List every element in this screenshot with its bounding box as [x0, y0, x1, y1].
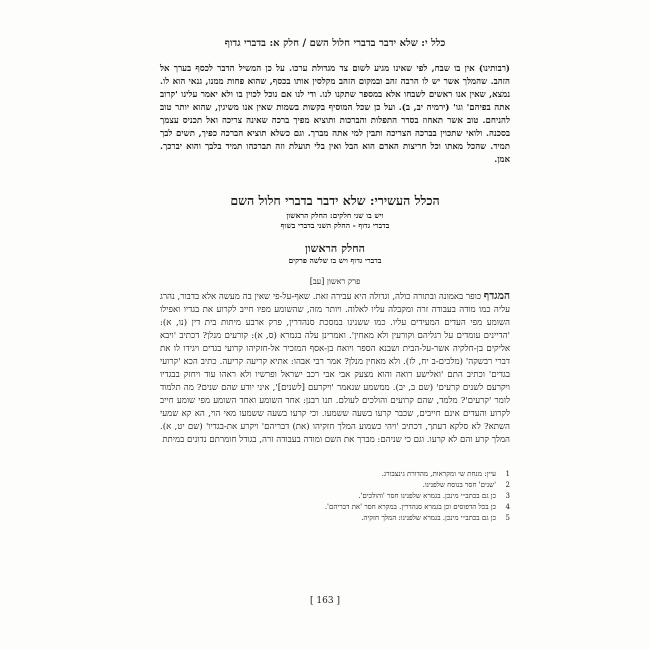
footnote-text: כן גם בכתב״י מינכן. בגמרא שלפנינו חסר 'והולכים'.	[358, 492, 496, 500]
main-paragraph	[160, 290, 510, 447]
footnote-number: 2	[505, 481, 510, 489]
footnote	[160, 513, 510, 524]
section-subtitle: בדברי גדוף ויש בו שלשה פרקים	[288, 256, 382, 265]
footnote	[160, 480, 510, 491]
footnote-number: 3	[505, 492, 510, 500]
footnote	[160, 502, 510, 513]
running-head: כלל י: שלא ידבר בדברי חלול השם / חלק א: בדברי גדוף	[224, 38, 446, 49]
section-title: החלק הראשון	[305, 242, 365, 255]
page-number: [ 163 ]	[310, 596, 340, 606]
footnote-text: 'שנים' חסר בנוסח שלפנינו.	[422, 481, 496, 489]
footnote-number: 1	[505, 470, 510, 478]
main-paragraph-lead-word: המגדף	[483, 290, 511, 302]
chapter-subtitle-2: בדברי גדוף - החלק השני בדברי בשוף	[280, 221, 390, 230]
top-paragraph: (רבותינו) אין בו שבח, לפי שאינו מגיע לשום צד מגדולת ערכו. על כן המשיל הדבר לכסף בערך אל הזהב. שהמלך אשר יש לו הרבה זהב ובמקום הזהב מקלסין אותו בכסף, שהוא פחות ממנו, גנאי הוא לו. נמצא, שאין אנו ראשים לשבחו אלא במספר שתקנו לנו. ודי לנו אם נוכל לכוין בו ולא יאמר עלינו 'קרוב אתה בפיהם' וגו' (ירמיה יב, ב). ועל כן שכל המוסיף בקשות בשמות שאין אנו משיגין, שהוא יותר טוב להניחם. טוב אשר תאחוז בסדר התפלות והברכות ותוציא מפיך ברכה שאינה צריכה ואל תכניס עצמך בסכנה. ולואי שתכוין בברכה הצריכה ותבין למי אתה מברך. וגם כשלא תוציא הברכה כפיך, תשים לבך תמיד. שהכל מאתו וכל חריצות האדם הוא הבל ואין בלי תועלת וזה תברכהו תמיד בלבך והוא יברכך. אמן.	[160, 64, 510, 165]
chapter-subtitle-1: ויש בו שני חלקים: החלק הראשון	[286, 211, 384, 220]
footnote-text: כן גם בכתב״י מינכן. בגמרא שלפנינו: המלך חזקיה.	[361, 514, 496, 522]
footnotes	[160, 469, 510, 524]
main-paragraph-body: כופר באמונה ובתורה כולה, וגדולה היא עבירה זאת. שאף-על-פי שאין בה מעשה אלא בדבור, נהרג עליה כמו מודה בעבודה זרה ומקבלה עליו לאלוה. ויותר מזה, שהשומע מפיו חייב לקרוע את בגדיו ואפילו השומע מפי העדים המעידים עליו. כמו ששנינו במסכת סנהדרין, פרק ארבע מיתות בית דין (נו, א): 'הדיינים עומדים על רגליהם וקורעין ולא מאחין'. ואמרינן עלה בגמרא (ס, א): קורעים מנלן? דכתיב 'ויבא אליקים בן-חלקיה אשר-על-הבית ושבנא הספר ויואח בן-אסף המזכיר אל-חזקיהו קרועי בגדים ויגידו לו את דברי רבשקה' (מלכים-ב יח, לז). ולא מאחין מנלן? אמר רבי אבהו: אתיא קריעה קריעה. כתיב הכא 'קרועי בגדים' וכתיב התם 'ואלישע רואה והוא מצעק אבי אבי רכב ישראל ופרשיו ולא ראהו עוד ויחזק בבגדיו ויקרעם לשנים קרעים' (שם ב, יב). ממשמע שנאמר 'ויקרעם [לשנים]', איני יודע שהם שנים? מה תלמוד לומר 'קרעים'? מלמד, שהם קרועים והולכים לעולם. תנו רבנן: אחד השומע ואחד השומע מפי שומע חייב לקרוע והעדים אינם חייבים, שכבר קרעו בשעה ששמעו. וכי קרעו בשעה ששמעו מאי הוי, הא קא שמעי השתא? לא סלקא דעתך, דכתיב 'ויהי כשמוע המלך חזקיהו (את) דבריהם' ויקרע את-בגדיו' (שם יט, א). המלך קרע והם לא קרעו. וגם כי שניהם: מברך את השם ומודה בעבודה זרה, בגודל חומרתם נדונים במיתת	[160, 292, 510, 445]
footnote-number: 4	[505, 503, 510, 511]
footnote	[160, 469, 510, 480]
perek-heading: פרק ראשון [עב]	[309, 277, 361, 286]
chapter-title: הכלל העשירי: שלא ידבר בדברי חלול השם	[230, 193, 440, 208]
footnote-text: כן בכל הדפוסים וכן בגמרא סנהדרין. במקרא חסר 'את דבריהם'.	[324, 503, 496, 511]
footnote	[160, 491, 510, 502]
footnote-number: 5	[505, 514, 510, 522]
page-content	[160, 38, 510, 524]
footnote-text: עיין: מנחת שי ומקראות, מהדורת גינצבורג.	[381, 470, 496, 478]
